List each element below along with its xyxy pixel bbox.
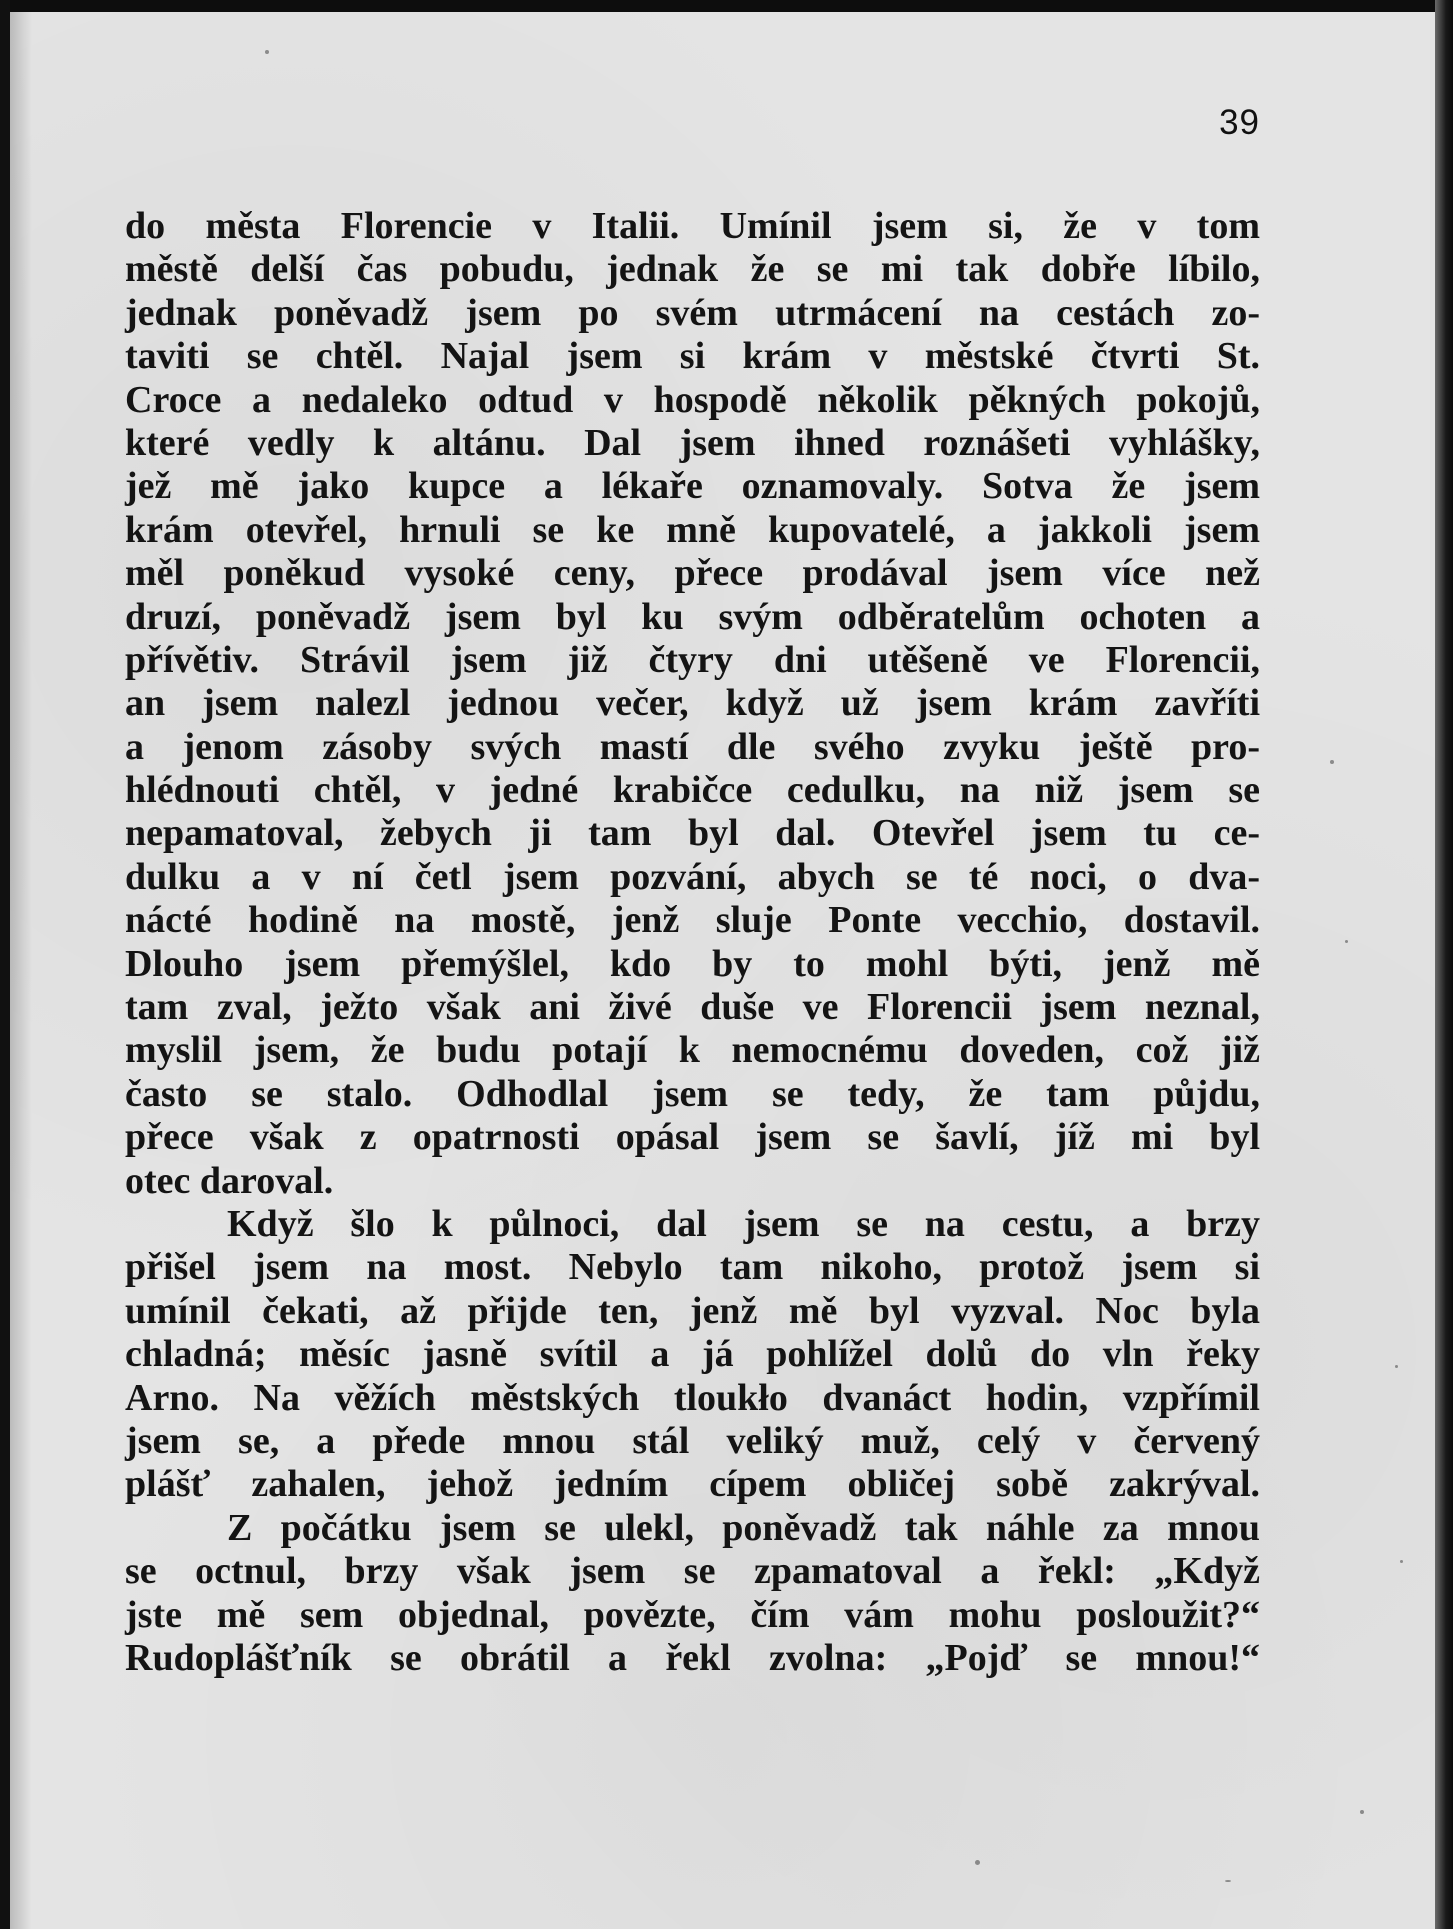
text-line: jste mě sem objednal, povězte, čím vám mohu posloužit?“ (125, 1593, 1260, 1636)
page-number: 39 (1219, 103, 1260, 142)
scan-speck (1395, 1365, 1398, 1368)
text-line: městě delší čas pobudu, jednak že se mi tak dobře líbilo, (125, 248, 1260, 291)
text-line: chladná; měsíc jasně svítil a já pohlížel dolů do vln řeky (125, 1333, 1260, 1376)
text-line: hlédnouti chtěl, v jedné krabičce cedulku, na niž jsem se (125, 769, 1260, 812)
text-line: do města Florencie v Italii. Umínil jsem si, že v tom (125, 205, 1260, 247)
text-line: Dlouho jsem přemýšlel, kdo by to mohl býti, jenž mě (125, 942, 1260, 985)
text-line: přece však z opatrnosti opásal jsem se šavlí, jíž mi byl (125, 1116, 1260, 1159)
body-text (125, 205, 1260, 1680)
text-line: jednak poněvadž jsem po svém utrmácení na cestách zo- (125, 291, 1260, 334)
scan-speck (1330, 760, 1334, 764)
text-line: myslil jsem, že budu potají k nemocnému doveden, což již (125, 1029, 1260, 1072)
scan-border-left (0, 0, 10, 1929)
text-line: tam zval, ježto však ani živé duše ve Florencii jsem neznal, (125, 986, 1260, 1029)
text-line: nácté hodině na mostě, jenž sluje Ponte vecchio, dostavil. (125, 899, 1260, 942)
paragraph (125, 1203, 1260, 1507)
text-line: jsem se, a přede mnou stál veliký muž, celý v červený (125, 1419, 1260, 1462)
paragraph (125, 1507, 1260, 1681)
text-line: Arno. Na věžích městských tloukło dvanáct hodin, vzpřímil (125, 1376, 1260, 1419)
scan-speck (975, 1860, 980, 1865)
text-line: plášť zahalen, jehož jedním cípem obličej sobě zakrýval. (125, 1463, 1260, 1506)
text-line: an jsem nalezl jednou večer, když už jsem krám zavříti (125, 682, 1260, 725)
scan-speck (1400, 1560, 1403, 1563)
text-line: dulku a v ní četl jsem pozvání, abych se té noci, o dva- (125, 855, 1260, 898)
text-line: Když šlo k půlnoci, dal jsem se na cestu, a brzy (227, 1202, 1260, 1245)
scan-speck (265, 50, 269, 54)
text-line: měl poněkud vysoké ceny, přece prodával jsem více než (125, 552, 1260, 595)
text-line: taviti se chtěl. Najal jsem si krám v městské čtvrti St. (125, 335, 1260, 378)
text-line: přívětiv. Strávil jsem již čtyry dni utěšeně ve Florencii, (125, 638, 1260, 681)
text-line: přišel jsem na most. Nebylo tam nikoho, protož jsem si (125, 1246, 1260, 1289)
text-line: Z počátku jsem se ulekl, poněvadž tak náhle za mnou (227, 1506, 1260, 1549)
scan-border-right (1435, 0, 1453, 1929)
scan-border-top (0, 0, 1453, 12)
text-line: Rudoplášťník se obrátil a řekl zvolna: „Pojď se mnou!“ (125, 1636, 1260, 1679)
scan-speck (1225, 1880, 1231, 1882)
page-edge-shadow (10, 12, 32, 1929)
text-line: se octnul, brzy však jsem se zpamatoval a řekl: „Když (125, 1550, 1260, 1593)
text-line: nepamatoval, žebych ji tam byl dal. Otevřel jsem tu ce- (125, 812, 1260, 855)
text-line: které vedly k altánu. Dal jsem ihned roznášeti vyhlášky, (125, 421, 1260, 464)
text-line: krám otevřel, hrnuli se ke mně kupovatelé, a jakkoli jsem (125, 508, 1260, 551)
text-line: otec daroval. (125, 1159, 334, 1202)
text-line: umínil čekati, až přijde ten, jenž mě byl vyzval. Noc byla (125, 1289, 1260, 1332)
text-line: často se stalo. Odhodlal jsem se tedy, že tam půjdu, (125, 1072, 1260, 1115)
text-line: druzí, poněvadž jsem byl ku svým odběratelům ochoten a (125, 595, 1260, 638)
scan-speck (1345, 940, 1348, 943)
text-line: a jenom zásoby svých mastí dle svého zvyku ještě pro- (125, 725, 1260, 768)
text-line: jež mě jako kupce a lékaře oznamovaly. Sotva že jsem (125, 465, 1260, 508)
scan-speck (1360, 1810, 1364, 1814)
paragraph (125, 205, 1260, 1203)
text-line: Croce a nedaleko odtud v hospodě několik pěkných pokojů, (125, 378, 1260, 421)
